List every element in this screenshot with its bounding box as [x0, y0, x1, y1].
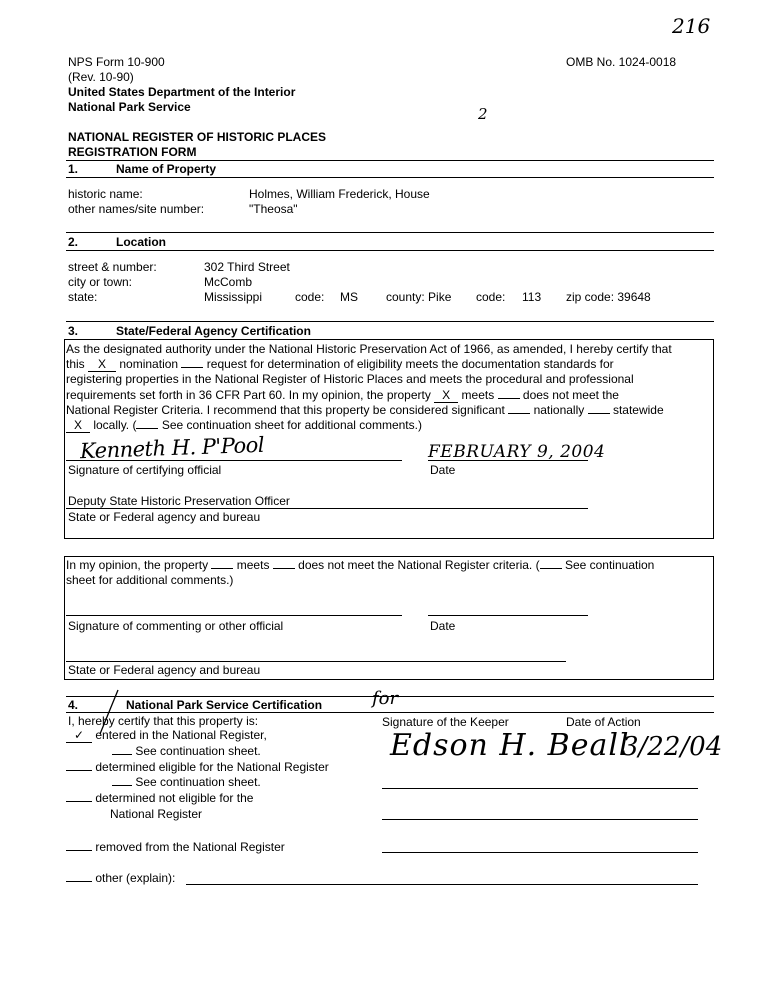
see-continuation-1: See continuation sheet. — [135, 744, 261, 758]
blank — [540, 568, 562, 569]
section1-number: 1. — [68, 162, 79, 176]
opinion-not-meet: does not meet the National Register criteria. ( — [298, 558, 540, 572]
other-label: other (explain): — [95, 871, 176, 885]
cert-statewide: statewide — [612, 402, 664, 417]
agency-label: State or Federal agency and bureau — [68, 510, 261, 524]
not-eligible-label-2: National Register — [110, 807, 203, 821]
cert-not-meet: does not meet the — [522, 387, 619, 402]
cert-line-6 — [66, 418, 716, 433]
cert-line-3: registering properties in the National Register of Historic Places and meets the procedural and professional — [66, 372, 634, 387]
historic-name-label: historic name: — [68, 187, 143, 201]
opinion-text — [66, 558, 716, 588]
historic-name-value: Holmes, William Frederick, House — [249, 187, 430, 201]
service-name: National Park Service — [68, 100, 191, 114]
zip-label: zip code: 39648 — [566, 290, 651, 304]
commenting-signature-label: Signature of commenting or other official — [68, 619, 284, 633]
eligible-row — [66, 760, 329, 774]
cert-continuation: See continuation sheet for additional comments.) — [161, 418, 422, 433]
date-line — [428, 460, 588, 461]
commenting-agency-label: State or Federal agency and bureau — [68, 663, 261, 677]
department-name: United States Department of the Interior — [68, 85, 296, 99]
commenting-agency-line — [66, 661, 566, 662]
not-eligible-row — [66, 791, 253, 805]
other-explain-line — [186, 884, 698, 885]
section-rule — [66, 160, 714, 161]
form-title: NATIONAL REGISTER OF HISTORIC PLACES — [68, 130, 327, 144]
section4-title: National Park Service Certification — [126, 698, 323, 712]
date-of-action-label: Date of Action — [566, 715, 641, 729]
commenting-date-line — [428, 615, 588, 616]
cert-this: this — [66, 357, 85, 372]
state-value: Mississippi — [204, 290, 263, 304]
for-mark: for — [372, 688, 399, 709]
county-code-value: 113 — [522, 290, 542, 304]
state-code-value: MS — [340, 290, 358, 304]
cert-request: request for determination of eligibility meets the documentation standards for — [206, 357, 614, 372]
commenting-date-label: Date — [430, 619, 456, 633]
entered-check: ✓ — [66, 729, 92, 743]
see-cont-row-2 — [112, 775, 261, 789]
keeper-line — [382, 788, 698, 789]
keeper-signature: Edson H. Beall — [390, 728, 630, 763]
blank — [112, 754, 132, 755]
state-code-label: code: — [295, 290, 325, 304]
blank — [211, 568, 233, 569]
section3-title: State/Federal Agency Certification — [116, 324, 311, 338]
cert-opinion: requirements set forth in 36 CFR Part 60. In my opinion, the property — [66, 387, 431, 402]
keeper-line — [382, 852, 698, 853]
section-rule — [66, 250, 714, 251]
section1-title: Name of Property — [116, 162, 217, 176]
blank — [136, 428, 158, 429]
cert-line-5 — [66, 403, 716, 418]
blank — [588, 413, 610, 414]
opinion-continuation: See continuation — [564, 558, 655, 572]
opinion-property: In my opinion, the property — [66, 558, 209, 572]
blank — [66, 770, 92, 771]
opinion-line-2: sheet for additional comments.) — [66, 573, 234, 588]
commenting-signature-line — [66, 615, 402, 616]
other-names-value: "Theosa" — [249, 202, 298, 216]
cert-locally: locally. ( — [93, 418, 137, 433]
blank — [66, 881, 92, 882]
other-names-label: other names/site number: — [68, 202, 205, 216]
county-code-label: code: — [476, 290, 506, 304]
entered-row — [66, 728, 267, 743]
eligible-label: determined eligible for the National Register — [95, 760, 329, 774]
opinion-meets: meets — [236, 558, 270, 572]
city-value: McComb — [204, 275, 253, 289]
cert-meets: meets — [461, 387, 495, 402]
section3-number: 3. — [68, 324, 79, 338]
keeper-line — [382, 819, 698, 820]
meets-mark: X — [434, 389, 458, 403]
cert-nomination: nomination — [119, 357, 179, 372]
blank — [181, 367, 203, 368]
county-label: county: Pike — [386, 290, 452, 304]
certify-statement: I, hereby certify that this property is: — [68, 714, 259, 728]
cert-nationally: nationally — [533, 402, 585, 417]
keeper-signature-label: Signature of the Keeper — [382, 715, 509, 729]
officer-title: Deputy State Historic Preservation Officer — [68, 494, 290, 508]
certification-text — [66, 342, 716, 433]
section4-number: 4. — [68, 698, 79, 712]
form-revision: (Rev. 10-90) — [68, 70, 134, 84]
section-rule — [66, 177, 714, 178]
removed-label: removed from the National Register — [95, 840, 285, 854]
cert-line-4 — [66, 388, 716, 403]
certifying-signature: Kenneth H. P'Pool — [79, 432, 265, 464]
blank — [112, 785, 132, 786]
nomination-mark: X — [88, 358, 116, 372]
blank — [508, 413, 530, 414]
certifying-signature-label: Signature of certifying official — [68, 463, 222, 477]
signature-line — [66, 460, 402, 461]
blank — [498, 398, 520, 399]
opinion-line-1 — [66, 558, 716, 573]
section-rule — [66, 321, 714, 322]
blank — [66, 850, 92, 851]
see-cont-row-1 — [112, 744, 261, 758]
section2-number: 2. — [68, 235, 79, 249]
cert-recommend: National Register Criteria. I recommend that this property be considered significant — [66, 402, 505, 417]
cert-line-1: As the designated authority under the National Historic Preservation Act of 1966, as amended, I hereby certify that — [66, 342, 672, 356]
form-id: NPS Form 10-900 — [68, 55, 165, 69]
form-subtitle: REGISTRATION FORM — [68, 145, 197, 159]
street-value: 302 Third Street — [204, 260, 290, 274]
center-page-mark: 2 — [478, 105, 488, 123]
section-rule — [66, 712, 714, 713]
handwritten-page-number: 216 — [672, 14, 711, 38]
city-label: city or town: — [68, 275, 133, 289]
date-of-action: 3/22/04 — [622, 732, 723, 762]
locally-mark: X — [66, 419, 90, 433]
officer-line — [66, 508, 588, 509]
entered-label: entered in the National Register, — [95, 728, 267, 742]
section2-title: Location — [116, 235, 166, 249]
see-continuation-2: See continuation sheet. — [135, 775, 261, 789]
blank — [66, 801, 92, 802]
certifying-date-label: Date — [430, 463, 456, 477]
section-rule — [66, 232, 714, 233]
removed-row — [66, 840, 285, 854]
certification-date: FEBRUARY 9, 2004 — [428, 442, 606, 462]
blank — [273, 568, 295, 569]
street-label: street & number: — [68, 260, 157, 274]
cert-line-2 — [66, 357, 716, 372]
state-label: state: — [68, 290, 98, 304]
omb-number: OMB No. 1024-0018 — [566, 55, 677, 69]
other-row — [66, 871, 175, 885]
not-eligible-label: determined not eligible for the — [95, 791, 254, 805]
